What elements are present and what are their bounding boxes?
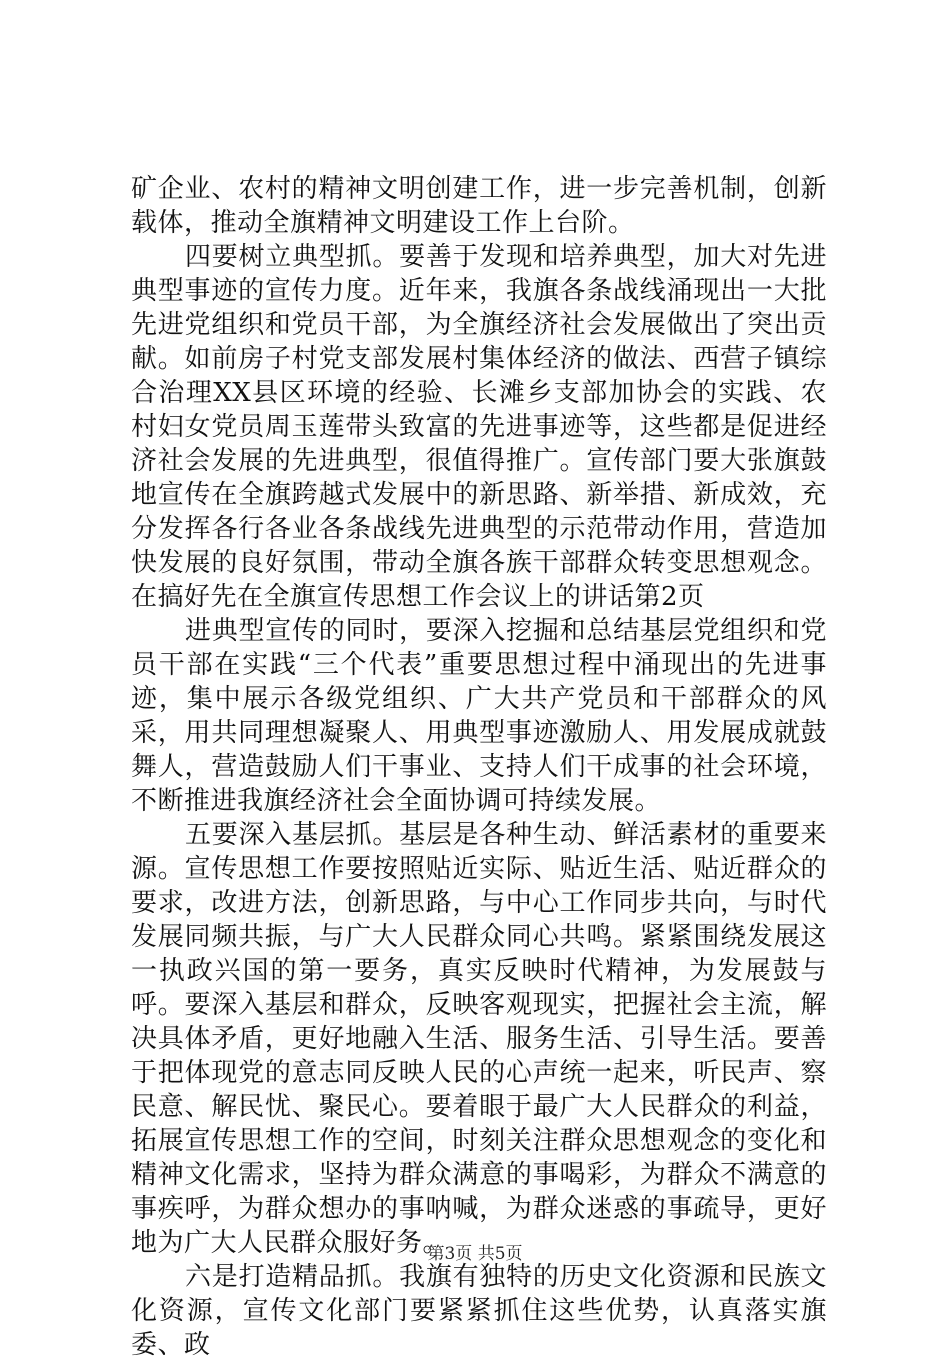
- paragraph-1: 矿企业、农村的精神文明创建工作，进一步完善机制，创新载体，推动全旗精神文明建设工作上台阶。: [131, 174, 827, 238]
- paragraph-2: 四要树立典型抓。要善于发现和培养典型，加大对先进典型事迹的宣传力度。近年来，我旗各条战线涌现出一大批先进党组织和党员干部，为全旗经济社会发展做出了突出贡献。如前房子村党支部发展村集体经济的做法、西营子镇综合治理XX县区环境的经验、长滩乡支部加协会的实践、农村妇女党员周玉莲带头致富的先进事迹等，这些都是促进经济社会发展的先进典型，很值得推广。宣传部门要大张旗鼓地宣传在全旗跨越式发展中的新思路、新举措、新成效，充分发挥各行各业各条战线先进典型的示范带动作用，营造加快发展的良好氛围，带动全旗各族干部群众转变思想观念。在搞好先在全旗宣传思想工作会议上的讲话第2页: [131, 242, 827, 612]
- document-body: [131, 172, 827, 1362]
- paragraph-3: 进典型宣传的同时，要深入挖掘和总结基层党组织和党员干部在实践“三个代表”重要思想过程中涌现出的先进事迹，集中展示各级党组织、广大共产党员和干部群众的风采，用共同理想凝聚人、用典型事迹激励人、用发展成就鼓舞人，营造鼓励人们干事业、支持人们干成事的社会环境，不断推进我旗经济社会全面协调可持续发展。: [131, 616, 827, 816]
- paragraph-5: 六是打造精品抓。我旗有独特的历史文化资源和民族文化资源，宣传文化部门要紧紧抓住这些优势，认真落实旗委、政: [131, 1262, 827, 1360]
- paragraph-4: 五要深入基层抓。基层是各种生动、鲜活素材的重要来源。宣传思想工作要按照贴近实际、贴近生活、贴近群众的要求，改进方法，创新思路，与中心工作同步共向，与时代发展同频共振，与广大人民群众同心共鸣。紧紧围绕发展这一执政兴国的第一要务，真实反映时代精神，为发展鼓与呼。要深入基层和群众，反映客观现实，把握社会主流，解决具体矛盾，更好地融入生活、服务生活、引导生活。要善于把体现党的意志同反映人民的心声统一起来，听民声、察民意、解民忧、聚民心。要着眼于最广大人民群众的利益，拓展宣传思想工作的空间，时刻关注群众思想观念的变化和精神文化需求，坚持为群众满意的事喝彩，为群众不满意的事疾呼，为群众想办的事呐喊，为群众迷惑的事疏导，更好地为广大人民群众服好务。: [131, 820, 827, 1258]
- page-number-footer: 第3页 共5页: [427, 1244, 523, 1264]
